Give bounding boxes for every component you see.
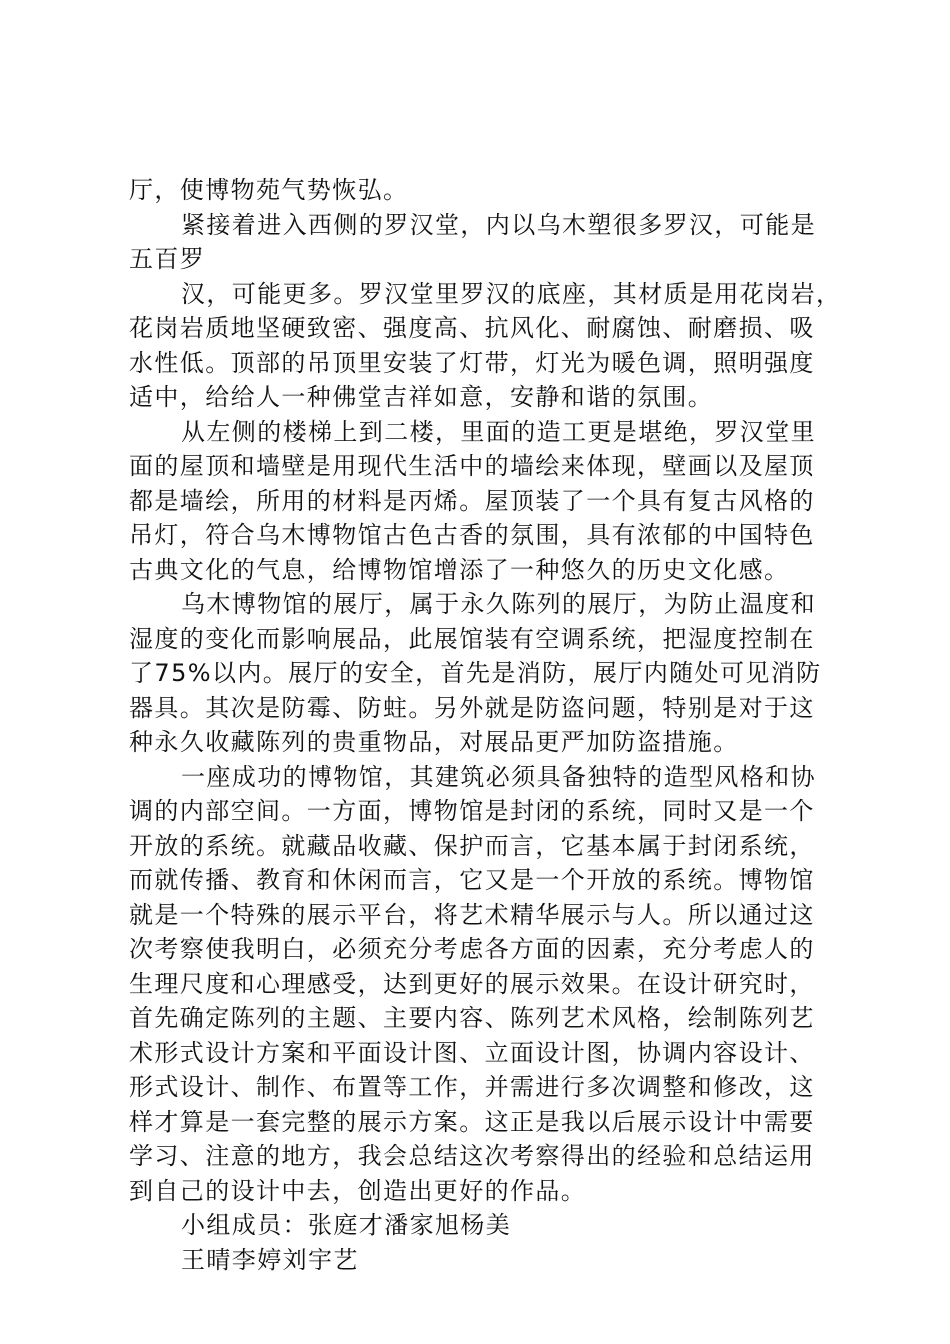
text-line: 厅，使博物苑气势恢弘。 [129, 176, 409, 204]
text-line: 汉，可能更多。罗汉堂里罗汉的底座，其材质是用花岗岩， [181, 279, 842, 308]
text-line: 古典文化的气息，给博物馆增添了一种悠久的历史文化感。 [129, 555, 790, 584]
text-line: 了75%以内。展厅的安全，首先是消防，展厅内随处可见消防 [129, 659, 822, 687]
text-line: 调的内部空间。一方面，博物馆是封闭的系统，同时又是一个 [129, 797, 815, 825]
text-line: 生理尺度和心理感受，达到更好的展示效果。在设计研究时， [129, 969, 815, 998]
text-line: 小组成员：张庭才潘家旭杨美 [181, 1211, 512, 1239]
text-line: 器具。其次是防霉、防蛀。另外就是防盗问题，特别是对于这 [129, 693, 815, 722]
text-line: 样才算是一套完整的展示方案。这正是我以后展示设计中需要 [129, 1107, 815, 1136]
document-body [129, 173, 841, 1277]
text-line: 形式设计、制作、布置等工作，并需进行多次调整和修改，这 [129, 1073, 815, 1101]
text-line: 都是墙绘，所用的材料是丙烯。屋顶装了一个具有复古风格的 [129, 486, 815, 515]
text-line: 开放的系统。就藏品收藏、保护而言，它基本属于封闭系统， [129, 831, 815, 860]
text-line: 紧接着进入西侧的罗汉堂，内以乌木塑很多罗汉，可能是 [181, 210, 816, 239]
text-line: 从左侧的楼梯上到二楼，里面的造工更是堪绝，罗汉堂里 [181, 417, 816, 446]
text-line: 花岗岩质地坚硬致密、强度高、抗风化、耐腐蚀、耐磨损、吸 [129, 314, 815, 342]
text-line: 到自己的设计中去，创造出更好的作品。 [129, 1176, 587, 1205]
text-line: 而就传播、教育和休闲而言，它又是一个开放的系统。博物馆 [129, 866, 815, 894]
text-line: 一座成功的博物馆，其建筑必须具备独特的造型风格和协 [181, 762, 816, 791]
text-line: 湿度的变化而影响展品，此展馆装有空调系统，把湿度控制在 [129, 624, 815, 653]
text-line: 就是一个特殊的展示平台，将艺术精华展示与人。所以通过这 [129, 900, 815, 929]
text-line: 水性低。顶部的吊顶里安装了灯带，灯光为暖色调，照明强度 [129, 348, 815, 377]
text-line: 五百罗 [129, 245, 206, 273]
text-line: 适中，给给人一种佛堂吉祥如意，安静和谐的氛围。 [129, 383, 714, 411]
text-line: 种永久收藏陈列的贵重物品，对展品更严加防盗措施。 [129, 728, 739, 756]
text-line: 次考察使我明白，必须充分考虑各方面的因素，充分考虑人的 [129, 935, 815, 963]
text-line: 王晴李婷刘宇艺 [181, 1245, 359, 1274]
text-line: 学习、注意的地方，我会总结这次考察得出的经验和总结运用 [129, 1142, 815, 1170]
text-line: 吊灯，符合乌木博物馆古色古香的氛围，具有浓郁的中国特色 [129, 521, 815, 549]
text-line: 乌木博物馆的展厅，属于永久陈列的展厅，为防止温度和 [181, 590, 816, 618]
text-line: 首先确定陈列的主题、主要内容、陈列艺术风格，绘制陈列艺 [129, 1004, 815, 1032]
text-line: 面的屋顶和墙壁是用现代生活中的墙绘来体现，壁画以及屋顶 [129, 452, 815, 480]
text-line: 术形式设计方案和平面设计图、立面设计图，协调内容设计、 [129, 1038, 815, 1067]
